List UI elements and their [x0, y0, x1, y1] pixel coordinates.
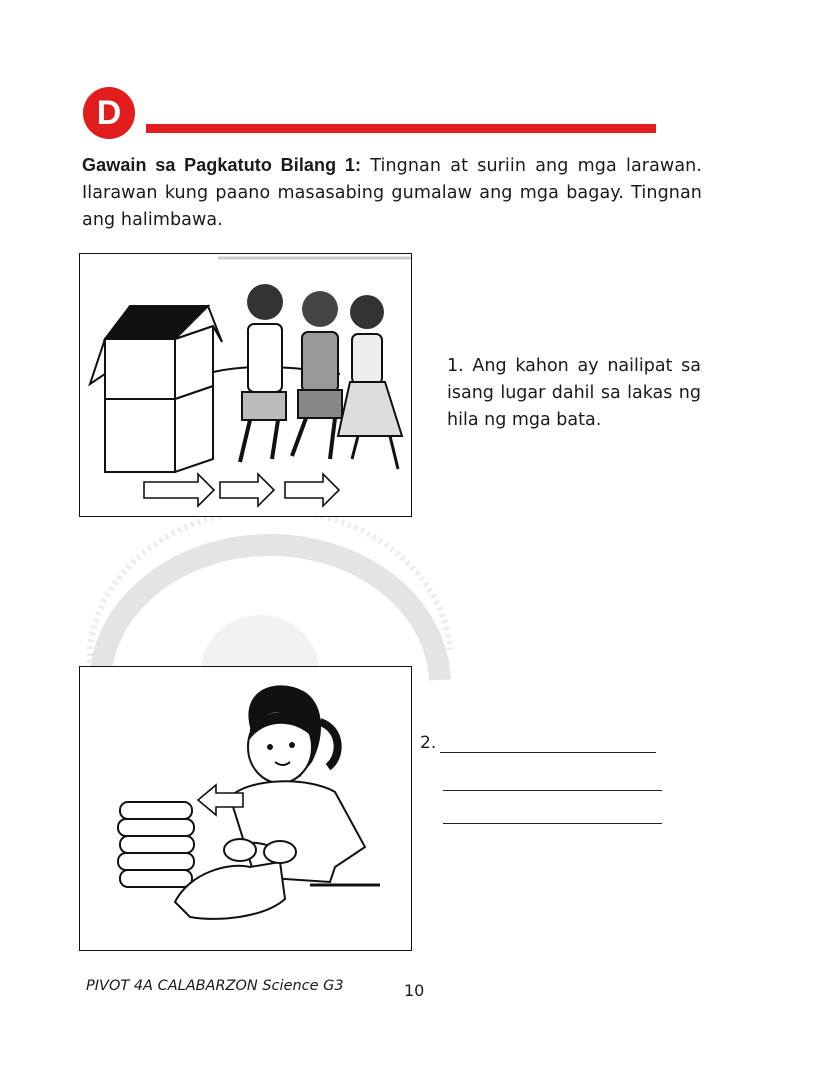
activity-text: Tingnan at suriin ang mga larawan. Ilarawan kung paano masasabing gumalaw ang mga bagay. Tingnan ang halimbawa. [82, 156, 702, 230]
section-badge: D [83, 87, 135, 139]
item-2-number: 2. [420, 733, 437, 753]
activity-title: Gawain sa Pagkatuto Bilang 1: [82, 155, 362, 175]
activity-instructions [82, 152, 702, 234]
footer-source: PIVOT 4A CALABARZON Science G3 [86, 978, 344, 994]
illustration-girl-folding-clothes [79, 666, 412, 951]
illustration-children-pulling-box [79, 253, 412, 517]
section-divider [146, 124, 656, 133]
answer-line-3[interactable] [443, 823, 662, 824]
page-number: 10 [404, 981, 425, 1000]
answer-line-2[interactable] [443, 790, 662, 791]
answer-line-1[interactable] [440, 752, 656, 753]
item-1-answer: 1. Ang kahon ay nailipat sa isang lugar dahil sa lakas ng hila ng mga bata. [447, 356, 701, 430]
